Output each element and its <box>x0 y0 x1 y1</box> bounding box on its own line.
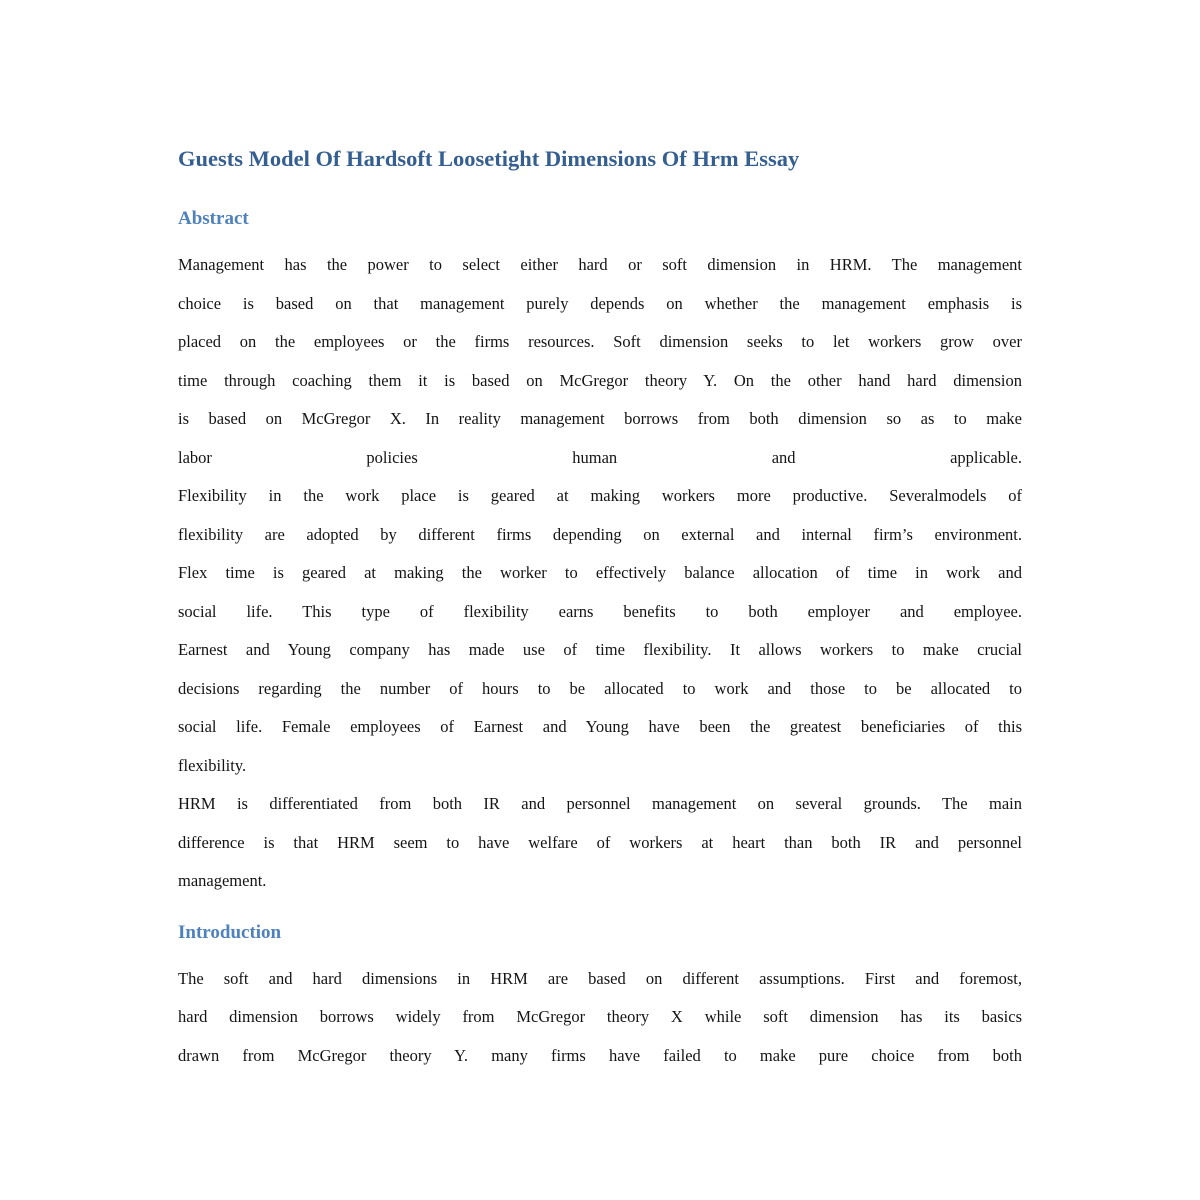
text-line: placed on the employees or the firms resources. Soft dimension seeks to let workers grow over <box>178 332 1022 351</box>
text-line: time through coaching them it is based on McGregor theory Y. On the other hand hard dimension <box>178 370 1022 390</box>
text-line: Flexibility in the work place is geared at making workers more productive. Severalmodels of <box>178 486 1022 505</box>
text-line: HRM is differentiated from both IR and personnel management on several grounds. The main <box>178 794 1022 813</box>
section-introduction <box>178 922 1022 1076</box>
text-line: The soft and hard dimensions in HRM are based on different assumptions. First and foremost, <box>178 968 1022 988</box>
text-line: drawn from McGregor theory Y. many firms have failed to make pure choice from both <box>178 1045 1022 1065</box>
text-line: Flex time is geared at making the worker to effectively balance allocation of time in work and <box>178 563 1022 582</box>
text-line: labor policies human and applicable. <box>178 447 1022 467</box>
abstract-heading: Abstract <box>178 208 249 229</box>
text-line: flexibility are adopted by different firms depending on external and internal firm’s environment. <box>178 524 1022 544</box>
text-line: Management has the power to select either hard or soft dimension in HRM. The management <box>178 255 1022 274</box>
introduction-body <box>178 960 1022 1076</box>
text-line: management. <box>178 871 267 890</box>
text-line: Earnest and Young company has made use of time flexibility. It allows workers to make crucial <box>178 640 1022 659</box>
document-title: Guests Model Of Hardsoft Loosetight Dimensions Of Hrm Essay <box>178 146 800 171</box>
text-line: hard dimension borrows widely from McGregor theory X while soft dimension has its basics <box>178 1007 1022 1026</box>
text-line: flexibility. <box>178 755 247 775</box>
section-abstract <box>178 208 1022 901</box>
text-line: social life. This type of flexibility earns benefits to both employer and employee. <box>178 601 1022 621</box>
text-line: decisions regarding the number of hours to be allocated to work and those to be allocated to <box>178 678 1022 698</box>
introduction-heading: Introduction <box>178 921 282 943</box>
text-line: choice is based on that management purely depends on whether the management emphasis is <box>178 293 1022 313</box>
text-line: is based on McGregor X. In reality management borrows from both dimension so as to make <box>178 409 1022 428</box>
abstract-body <box>178 246 1022 901</box>
text-line: social life. Female employees of Earnest and Young have been the greatest beneficiaries of this <box>178 717 1022 736</box>
text-line: difference is that HRM seem to have welfare of workers at heart than both IR and personnel <box>178 832 1022 852</box>
